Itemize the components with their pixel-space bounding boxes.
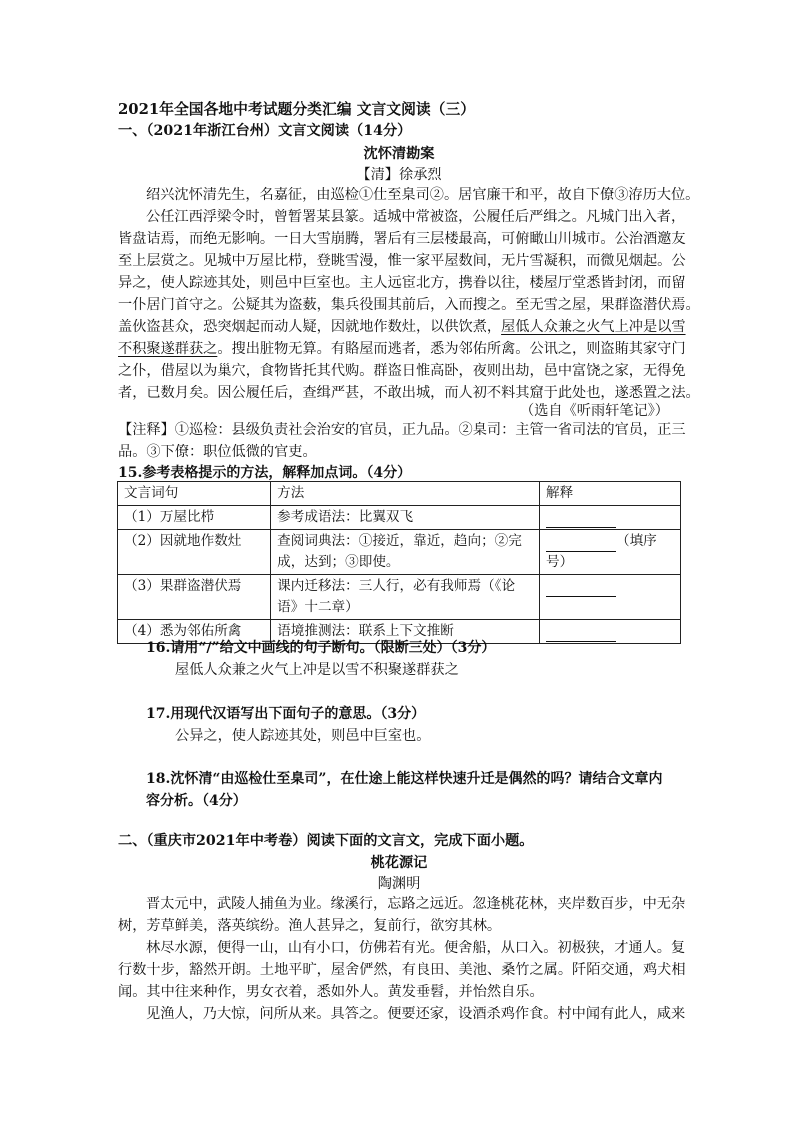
passage2-author: 陶渊明	[377, 876, 421, 892]
question-17-sentence: 公异之，使人踪迹其处，则邑中巨室也。	[175, 728, 431, 744]
table-cell: （1）万屋比栉	[118, 506, 271, 530]
question-18-line: 18.沈怀清“由巡检仕至臬司”，在仕途上能这样快速升迁是偶然的吗？请结合文章内	[146, 771, 663, 787]
answer-blank[interactable]	[546, 627, 616, 642]
table-cell: 参考成语法：比翼双飞	[271, 506, 540, 530]
underlined-sentence-part2: 不积聚遂群获之	[118, 341, 218, 357]
table-row	[118, 506, 681, 530]
passage1-line: 者，已数月矣。因公履任后，查缉严甚，不敢出城，而人初不料其窟于此处也，遂悉置之法。	[118, 385, 700, 401]
passage1-text: 。搜出脏物无算。有賂屋而逃者，悉为邻佑所禽。公讯之，则盗賄其家守门	[217, 341, 686, 357]
section1-heading: 一、（2021年浙江台州）文言文阅读（14分）	[118, 123, 412, 139]
answer-cell	[539, 575, 680, 620]
table-header-row	[118, 482, 681, 506]
passage1-line: 异之，使人踪迹其处，则邑中巨室也。主人远宦北方，携眷以往，楼屋厅堂悉皆封闭，而留	[118, 275, 686, 291]
table-row	[118, 575, 681, 620]
passage2-title: 桃花源记	[370, 855, 428, 871]
answer-blank[interactable]	[546, 582, 616, 597]
passage1-title: 沈怀清勘案	[363, 146, 435, 162]
question-17-label: 17.用现代汉语写出下面句子的意思。（3分）	[146, 706, 426, 722]
section2-heading: 二、（重庆市2021年中考卷）阅读下面的文言文，完成下面小题。	[118, 833, 534, 849]
answer-cell	[539, 506, 680, 530]
passage2-line: 闻。其中往来种作，男女衣着，悉如外人。黄发垂髫，并怡然自乐。	[118, 984, 544, 1000]
table-cell: （3）果群盗潜伏焉	[118, 575, 271, 620]
passage1-line: 至上层赏之。见城中万屋比栉，登眺雪漫，惟一家平屋数间，无片雪凝积，而微见烟起。公	[118, 253, 686, 269]
notes-line: 【注释】①巡检：县级负责社会治安的官员，正九品。②臬司：主管一省司法的官员，正三	[118, 422, 686, 438]
passage1-line: 之仆，借屋以为巢穴，食物皆托其代购。群盗日惟高卧，夜则出劫，邑中富饶之家，无得免	[118, 363, 686, 379]
table-cell: 语境推测法：联系上下文推断	[271, 620, 540, 644]
passage2-line: 晋太元中，武陵人捕鱼为业。缘溪行，忘路之远近。忽逢桃花林，夹岸数百步，中无杂	[146, 896, 686, 912]
answer-cell	[539, 530, 680, 575]
table-cell: （4）悉为邻佑所禽	[118, 620, 271, 644]
passage2-line: 林尽水源，便得一山，山有小口，仿佛若有光。便舍船，从口入。初极狭，才通人。复	[146, 940, 686, 956]
passage1-line: 公任江西浮梁令时，曾暂署某县篆。适城中常被盗，公履任后严缉之。凡城门出入者，	[146, 209, 686, 225]
table-header: 文言词句	[118, 482, 271, 506]
question-16-label: 16.请用“/”给文中画线的句子断句。（限断三处）（3分）	[146, 640, 496, 656]
answer-hint: （填序号）	[545, 533, 657, 570]
answer-cell	[539, 620, 680, 644]
passage1-author: 【清】徐承烈	[356, 167, 442, 183]
question-15-label: 15.参考表格提示的方法，解释加点词。（4分）	[118, 465, 412, 481]
table-cell: 查阅词典法：①接近，靠近，趋向；②完成，达到；③即使。	[271, 530, 540, 575]
passage1-line	[118, 316, 686, 338]
table-header: 解释	[539, 482, 680, 506]
answer-blank[interactable]	[546, 513, 616, 528]
passage1-source: （选自《听雨轩笔记》）	[520, 403, 669, 419]
table-row	[118, 530, 681, 575]
passage1-line: 皆盘诘焉，而绝无影响。一日大雪崩腾，署后有三层楼最高，可俯瞰山川城市。公治酒邀友	[118, 231, 686, 247]
table-header: 方法	[271, 482, 540, 506]
passage2-line: 树，芳草鲜美，落英缤纷。渔人甚异之，复前行，欲穷其林。	[118, 918, 502, 934]
question-18-line: 容分析。（4分）	[146, 793, 247, 809]
passage2-line: 见渔人，乃大惊，问所从来。具答之。便要还家，设酒杀鸡作食。村中闻有此人，咸来	[146, 1006, 686, 1022]
passage1-text: 盖伙盗甚众，恐突烟起而动人疑，因就地作数灶，以供饮煮，	[118, 319, 502, 335]
document-title: 2021年全国各地中考试题分类汇编 文言文阅读（三）	[118, 101, 476, 118]
table-cell: 课内迁移法：三人行，必有我师焉（《论语》十二章）	[271, 575, 540, 620]
notes-line: 品。③下僚：职位低微的官吏。	[118, 444, 317, 460]
passage1-line: 一仆居门首守之。公疑其为盗薮，集兵役围其前后，入而搜之。至无雪之屋，果群盗潜伏焉。	[118, 297, 700, 313]
answer-blank[interactable]	[546, 537, 616, 552]
passage2-line: 行数十步，豁然开朗。土地平旷，屋舍俨然，有良田、美池、桑竹之属。阡陌交通，鸡犬相	[118, 962, 686, 978]
passage1-line: 绍兴沈怀清先生，名嘉征，由巡检①仕至臬司②。居官廉干和平，故自下僚③洊历大位。	[146, 187, 700, 203]
passage1-line	[118, 338, 686, 360]
underlined-sentence-part1: 屋低人众兼之火气上冲是以雪	[501, 319, 686, 335]
table-cell: （2）因就地作数灶	[118, 530, 271, 575]
question-15-table	[117, 481, 681, 644]
question-16-sentence: 屋低人众兼之火气上冲是以雪不积聚遂群获之	[175, 662, 459, 678]
